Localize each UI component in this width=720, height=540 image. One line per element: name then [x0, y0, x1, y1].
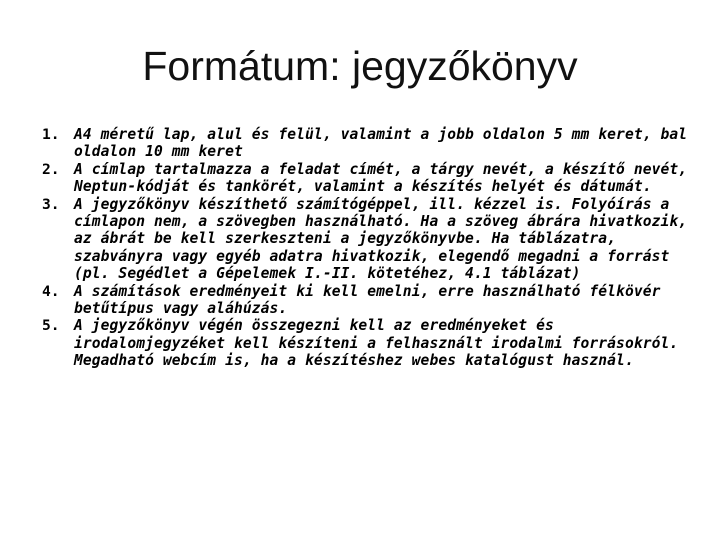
list-item	[42, 317, 692, 369]
list-item	[42, 161, 692, 196]
list-item-text: A számítások eredményeit ki kell emelni, erre használható félkövér betűtípus vagy aláhúzás.	[74, 282, 661, 318]
list-item-text: A jegyzőkönyv készíthető számítógéppel, ill. kézzel is. Folyóírás a címlapon nem, a szövegben használható. Ha a szöveg ábrára hivatkozik, az ábrát be kell szerkeszteni a jegyzőkönyvbe. Ha táblázatra, szabványra vagy egyéb adatra hivatkozik, elegendő megadni a forrást (pl. Segédlet a Gépelemek I.-II. kötetéhez, 4.1 táblázat)	[74, 195, 688, 283]
numbered-list	[42, 126, 692, 370]
slide-title: Formátum: jegyzőkönyv	[142, 43, 578, 89]
list-item-number: 1.	[42, 126, 60, 143]
list-item-text: A jegyzőkönyv végén összegezni kell az eredményeket és irodalomjegyzéket kell készíteni a felhasznált irodalmi forrásokról. Megadható webcím is, ha a készítéshez webes katalógust használ.	[74, 317, 679, 370]
list-item-number: 4.	[42, 282, 60, 300]
list-item	[42, 126, 692, 161]
list-item-number: 5.	[42, 317, 60, 335]
list-item-text: A címlap tartalmazza a feladat címét, a tárgy nevét, a készítő nevét, Neptun-kódját és tankörét, valamint a készítés helyét és dátumát.	[74, 160, 688, 196]
list-item-number: 2.	[42, 160, 60, 178]
list-item	[42, 283, 692, 318]
list-item	[42, 196, 692, 283]
list-item-number: 3.	[42, 195, 60, 213]
list-item-text: A4 méretű lap, alul és felül, valamint a jobb oldalon 5 mm keret, bal oldalon 10 mm keret	[74, 126, 688, 161]
